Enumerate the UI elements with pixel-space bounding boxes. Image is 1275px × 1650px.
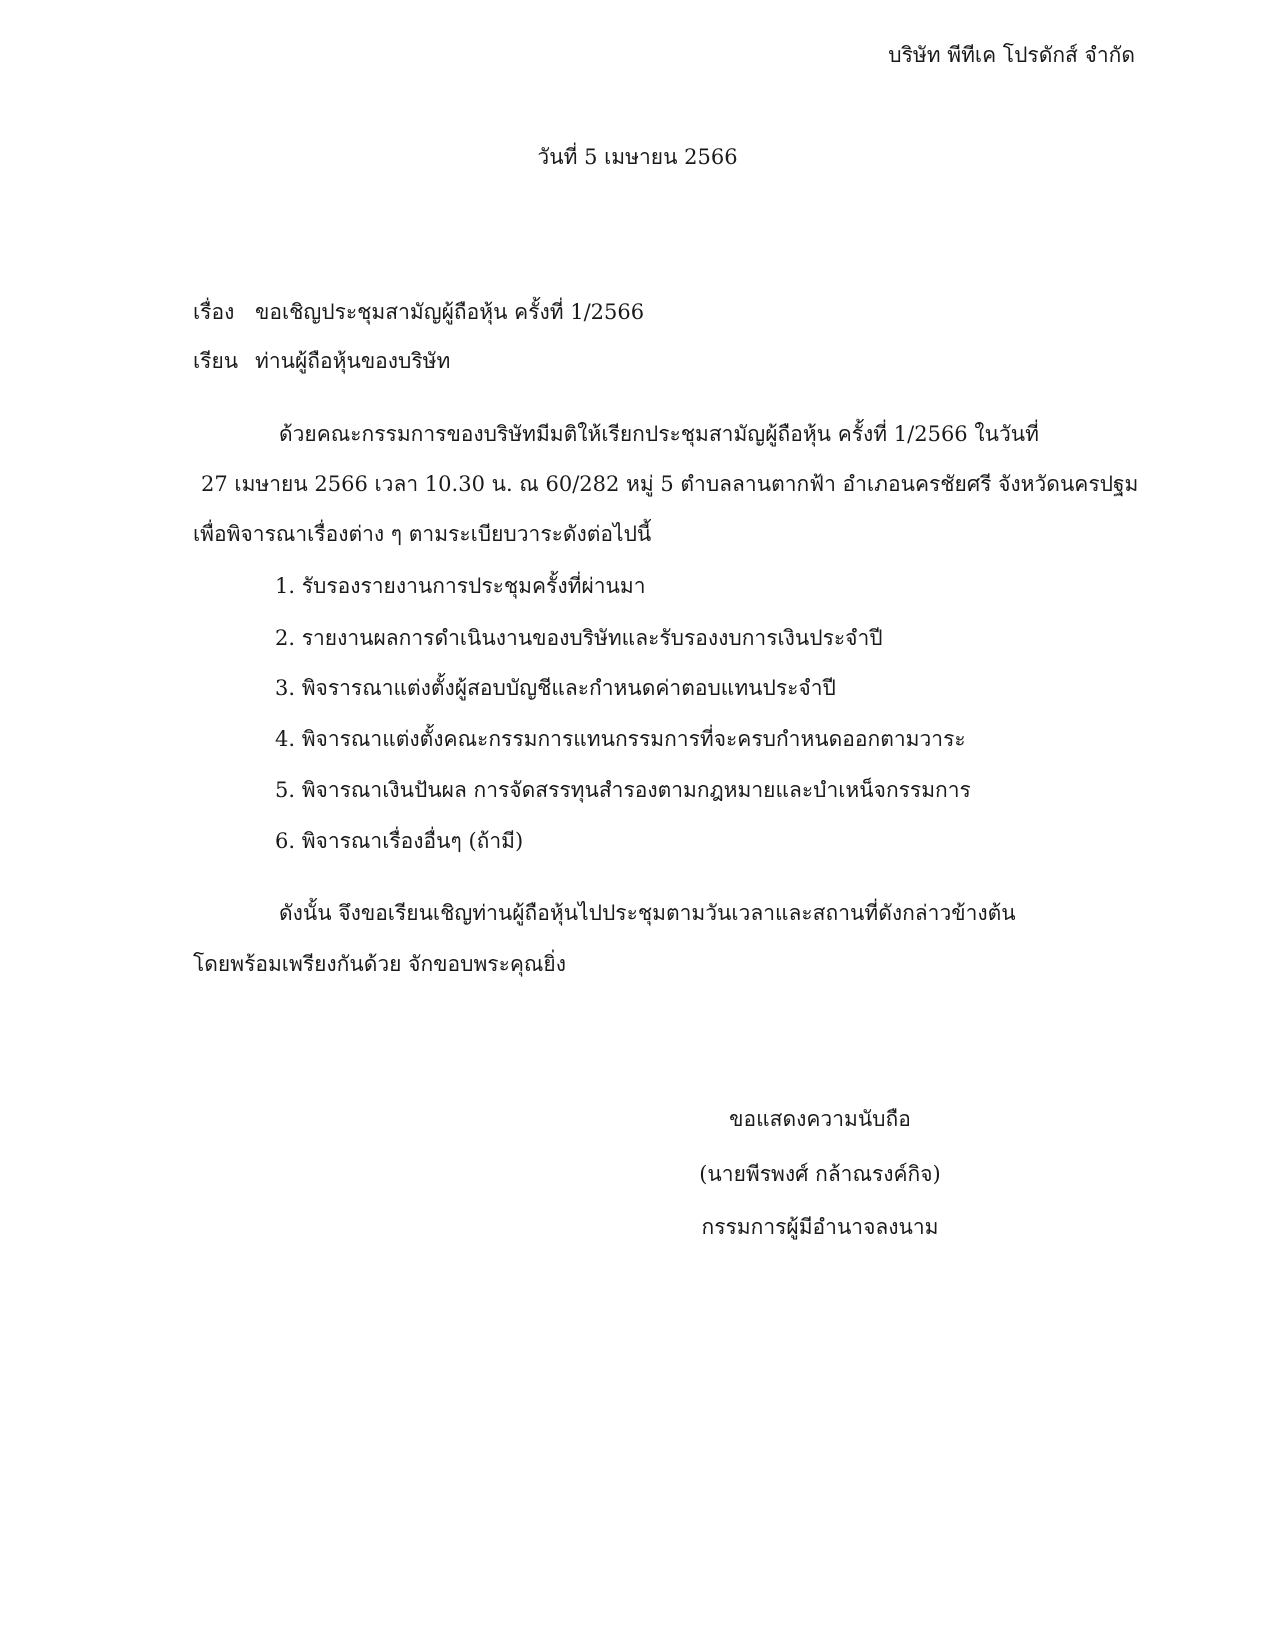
closing-line: ดังนั้น จึงขอเรียนเชิญท่านผู้ถือหุ้นไปประชุมตามวันเวลาและสถานที่ดังกล่าวข้างต้น [279,901,1016,925]
closing-line: โดยพร้อมเพรียงกันด้วย จักขอบพระคุณยิ่ง [193,952,566,976]
recipient-text: ท่านผู้ถือหุ้นของบริษัท [255,349,451,373]
letter-date: วันที่ 5 เมษายน 2566 [537,145,738,169]
subject-label: เรื่อง [193,300,235,324]
recipient-line [193,346,450,376]
agenda-item: 5. พิจารณาเงินปันผล การจัดสรรทุนสำรองตามกฎหมายและบำเหน็จกรรมการ [275,778,971,802]
agenda-item: 2. รายงานผลการดำเนินงานของบริษัทและรับรองงบการเงินประจำปี [275,626,883,650]
body-line: ด้วยคณะกรรมการของบริษัทมีมติให้เรียกประชุมสามัญผู้ถือหุ้น ครั้งที่ 1/2566 ในวันที่ [279,422,1039,446]
body-line: เพื่อพิจารณาเรื่องต่าง ๆ ตามระเบียบวาระดังต่อไปนี้ [193,522,652,546]
signer-title: กรรมการผู้มีอำนาจลงนาม [701,1215,939,1239]
agenda-item: 6. พิจารณาเรื่องอื่นๆ (ถ้ามี) [275,829,524,853]
agenda-item: 4. พิจารณาแต่งตั้งคณะกรรมการแทนกรรมการที่จะครบกำหนดออกตามวาระ [275,727,966,751]
agenda-item: 3. พิจรารณาแต่งตั้งผู้สอบบัญชีและกำหนดค่าตอบแทนประจำปี [275,676,836,700]
subject-line [193,297,644,327]
recipient-label: เรียน [193,349,239,373]
body-line: 27 เมษายน 2566 เวลา 10.30 น. ณ 60/282 หมู่ 5 ตำบลลานตากฟ้า อำเภอนครชัยศรี จังหวัดนครปฐม [201,472,1139,496]
signer-name: (นายพีรพงศ์ กล้าณรงค์กิจ) [699,1162,941,1186]
agenda-item: 1. รับรองรายงานการประชุมครั้งที่ผ่านมา [275,574,646,598]
subject-text: ขอเชิญประชุมสามัญผู้ถือหุ้น ครั้งที่ 1/2566 [255,300,645,324]
company-name: บริษัท พีทีเค โปรดักส์ จำกัด [888,43,1135,67]
signoff: ขอแสดงความนับถือ [729,1107,911,1131]
